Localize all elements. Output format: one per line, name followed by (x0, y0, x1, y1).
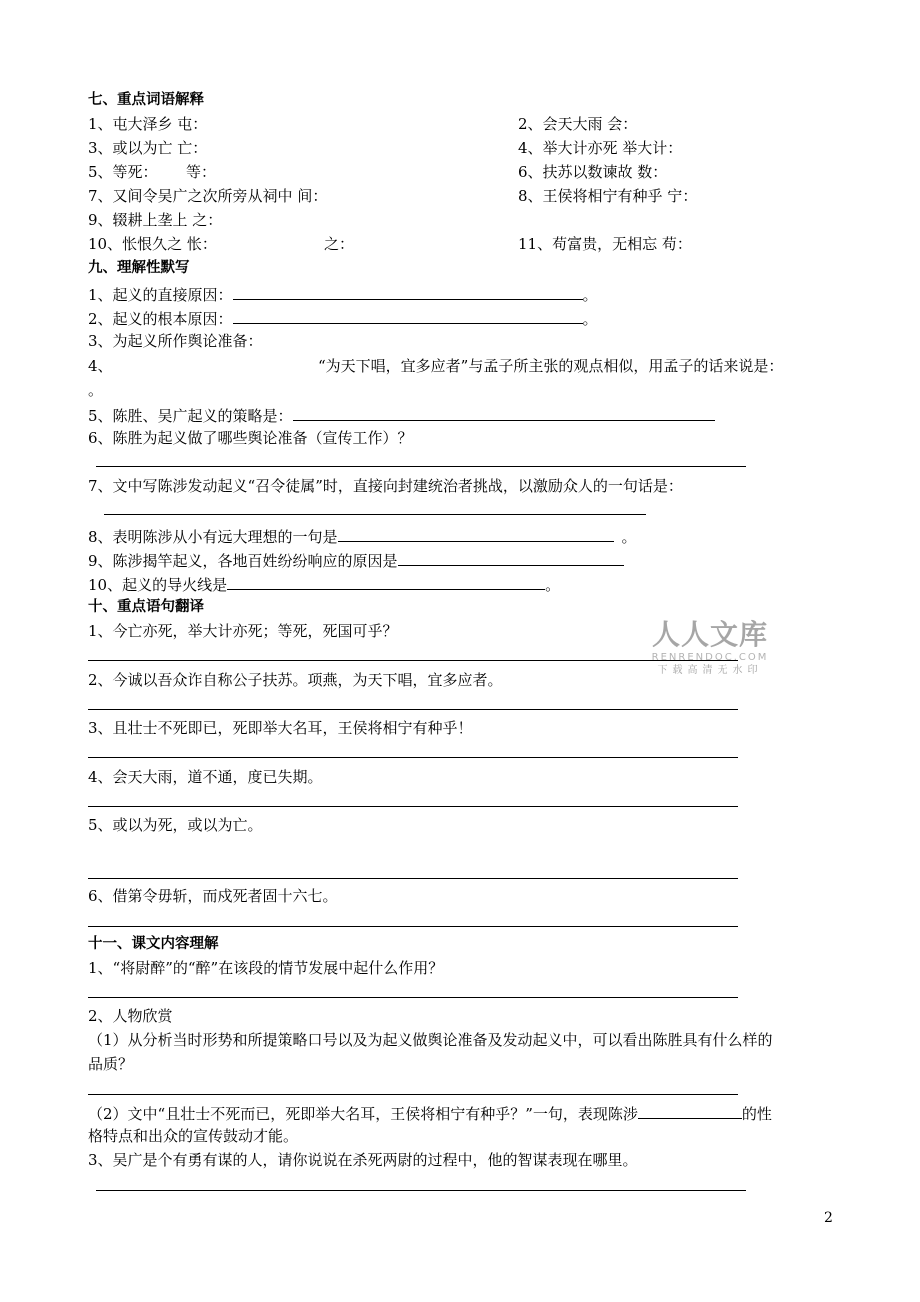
sec9-q5-text: 5、陈胜、吴广起义的策略是： (88, 407, 293, 425)
sec9-q10-text: 10、起义的导火线是 (88, 576, 228, 594)
sec9-q10-blank (227, 573, 545, 590)
sec10-q2: 2、今诚以吾众诈自称公子扶苏。项燕，为天下唱，宜多应者。 (88, 671, 503, 689)
sec9-q8-text: 8、表明陈涉从小有远大理想的一句是 (88, 528, 338, 546)
sec9-q5-blank (293, 404, 715, 421)
sec10-q3-answer-line (88, 757, 738, 758)
section-11-title: 十一、课文内容理解 (88, 936, 219, 952)
sec7-item-11: 11、苟富贵，无相忘 苟： (518, 235, 692, 253)
sec9-q2-end: 。 (582, 310, 598, 328)
sec9-q3: 3、为起义所作舆论准备： (88, 332, 263, 350)
sec9-q6: 6、陈胜为起义做了哪些舆论准备（宣传工作）？ (88, 429, 413, 447)
sec9-q8-blank (338, 525, 614, 542)
sec9-q7-answer-line (104, 514, 646, 515)
sec9-q2 (88, 307, 598, 329)
sec7-item-5a: 5、等死： (88, 163, 158, 181)
sec7-item-6: 6、扶苏以数谏故 数： (518, 163, 668, 181)
sec9-q6-answer-line (96, 466, 746, 467)
sec9-q9-blank (398, 549, 624, 566)
sec7-item-5b: 等： (186, 163, 217, 181)
sec9-q1-blank (233, 283, 583, 300)
sec10-q4-answer-line (88, 806, 738, 807)
sec7-item-10b: 之： (324, 235, 355, 253)
sec7-item-10a: 10、怅恨久之 怅： (88, 235, 217, 253)
sec10-q1: 1、今亡亦死，举大计亦死；等死，死国可乎？ (88, 622, 398, 640)
sec9-q1 (88, 283, 598, 305)
sec10-q3: 3、且壮士不死即已，死即举大名耳，王侯将相宁有种乎！ (88, 719, 473, 737)
sec9-q10-end: 。 (545, 576, 561, 594)
sec9-q4-text: “为天下唱，宜多应者”与孟子所主张的观点相似，用孟子的话来说是： (318, 357, 784, 375)
page-number: 2 (824, 1210, 833, 1226)
sec10-q6: 6、借第令毋斩，而戍死者固十六七。 (88, 887, 338, 905)
sec11-q2b-line2: 格特点和出众的宣传鼓动才能。 (88, 1127, 299, 1145)
sec9-q1-end: 。 (582, 286, 598, 304)
sec9-q2-blank (233, 307, 583, 324)
sec7-item-8: 8、王侯将相宁有种乎 宁： (518, 187, 698, 205)
sec10-q4: 4、会天大雨，道不通，度已失期。 (88, 768, 323, 786)
sec9-q4-end: 。 (88, 381, 104, 399)
sec11-q2: 2、人物欣赏 (88, 1007, 173, 1025)
sec9-q9 (88, 549, 624, 571)
sec10-q2-answer-line (88, 709, 738, 710)
watermark-slogan: 下载高清无水印 (657, 665, 763, 676)
sec9-q7: 7、文中写陈涉发动起义“召令徒属”时，直接向封建统治者挑战，以激励众人的一句话是： (88, 477, 683, 495)
sec7-item-7: 7、又间令吴广之次所旁从祠中 间： (88, 187, 328, 205)
sec9-q8-end: 。 (621, 528, 637, 546)
sec9-q10 (88, 573, 560, 595)
sec10-q5: 5、或以为死，或以为亡。 (88, 816, 263, 834)
sec11-q2a-line2: 品质？ (88, 1055, 134, 1073)
sec7-item-4: 4、举大计亦死 举大计： (518, 139, 683, 157)
sec11-q2b-text: （2）文中“且壮士不死而已，死即举大名耳，王侯将相宁有种乎？”一句，表现陈涉 (88, 1105, 638, 1123)
section-10-title: 十、重点语句翻译 (88, 599, 204, 615)
sec9-q8 (88, 525, 637, 547)
watermark-domain: RENRENDOC.COM (651, 652, 769, 663)
section-9-title: 九、理解性默写 (88, 260, 190, 276)
sec11-q2b-blank (638, 1102, 742, 1119)
sec9-q9-text: 9、陈涉揭竿起义，各地百姓纷纷响应的原因是 (88, 552, 398, 570)
sec11-q1-answer-line (88, 997, 738, 998)
sec11-q2b-line1 (88, 1102, 772, 1124)
sec11-q3: 3、吴广是个有勇有谋的人，请你说说在杀死两尉的过程中，他的智谋表现在哪里。 (88, 1151, 638, 1169)
watermark-brand: 人人文库 (651, 618, 768, 651)
section-7-title: 七、重点词语解释 (88, 92, 204, 108)
sec11-q2a-answer-line (88, 1094, 738, 1095)
sec9-q4-number: 4、 (88, 357, 113, 375)
sec9-q2-text: 2、起义的根本原因： (88, 310, 233, 328)
sec11-q1: 1、“将尉醉”的“醉”在该段的情节发展中起什么作用？ (88, 959, 444, 977)
sec7-item-3: 3、或以为亡 亡： (88, 139, 208, 157)
sec10-q5-answer-line (88, 878, 738, 879)
sec11-q3-answer-line (96, 1190, 746, 1191)
sec10-q6-answer-line (88, 926, 738, 927)
sec7-item-9: 9、辍耕上垄上 之： (88, 211, 223, 229)
renrendoc-watermark (640, 618, 780, 678)
sec11-q2b-tail: 的性 (741, 1105, 772, 1123)
sec7-item-1: 1、屯大泽乡 屯： (88, 115, 208, 133)
sec9-q5 (88, 404, 715, 426)
sec9-q1-text: 1、起义的直接原因： (88, 286, 233, 304)
sec11-q2a-line1: （1）从分析当时形势和所提策略口号以及为起义做舆论准备及发动起义中，可以看出陈胜具有什么样的 (88, 1031, 773, 1049)
sec7-item-2: 2、会天大雨 会： (518, 115, 638, 133)
